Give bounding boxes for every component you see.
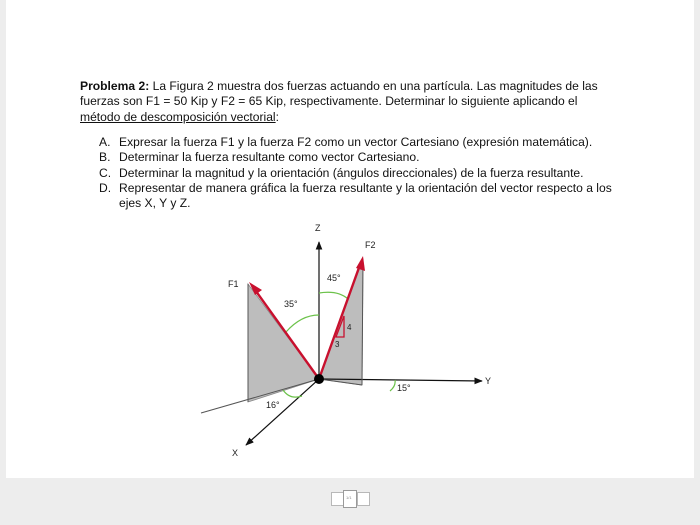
task-marker: A. [99,135,111,149]
task-marker: D. [99,180,112,195]
angle-label-35: 35° [284,299,298,309]
angle-arc-16 [283,390,302,397]
z-axis-label: Z [315,223,321,233]
method-link-text: método de descomposición vectorial [80,109,276,124]
f1-label: F1 [228,279,239,289]
f2-label: F2 [365,240,376,250]
angle-label-15: 15° [397,383,411,393]
angle-label-45: 45° [327,273,341,283]
slope-run-label: 3 [335,340,340,349]
angle-arc-15 [390,380,395,391]
x-axis-label: X [232,448,239,458]
task-text: Representar de manera gráfica la fuerza resultante y la orientación del vector respecto a los ejes X, Y y Z. [119,180,612,211]
task-marker: C. [99,165,112,180]
problem-intro: La Figura 2 muestra dos fuerzas actuando en una partícula. Las magnitudes de las fuerzas son F1 = 50 Kip y F2 = 65 Kip, respectivamente. Determinar lo siguiente aplicando el [80,79,598,109]
slope-rise-label: 4 [347,323,352,332]
origin-point [314,374,324,384]
current-page-thumbnail[interactable] [343,490,357,508]
problem-heading: Problema 2: [80,79,150,93]
task-marker: B. [99,150,111,165]
task-text: Determinar la fuerza resultante como vector Cartesiano. [119,150,420,165]
problem-colon: : [275,109,279,124]
angle-label-16: 16° [266,400,280,410]
page-thumbnails[interactable] [330,490,370,510]
y-axis-label: Y [485,376,492,386]
next-page-thumbnail[interactable] [357,492,370,506]
angle-arc-45 [319,292,348,299]
angle-arc-35 [286,315,319,332]
page-indicator: 1/1 [346,495,352,500]
task-text: Expresar la fuerza F1 y la fuerza F2 como un vector Cartesiano (expresión matemática). [119,135,593,149]
task-text: Determinar la magnitud y la orientación (ángulos direccionales) de la fuerza resultante. [119,165,584,180]
